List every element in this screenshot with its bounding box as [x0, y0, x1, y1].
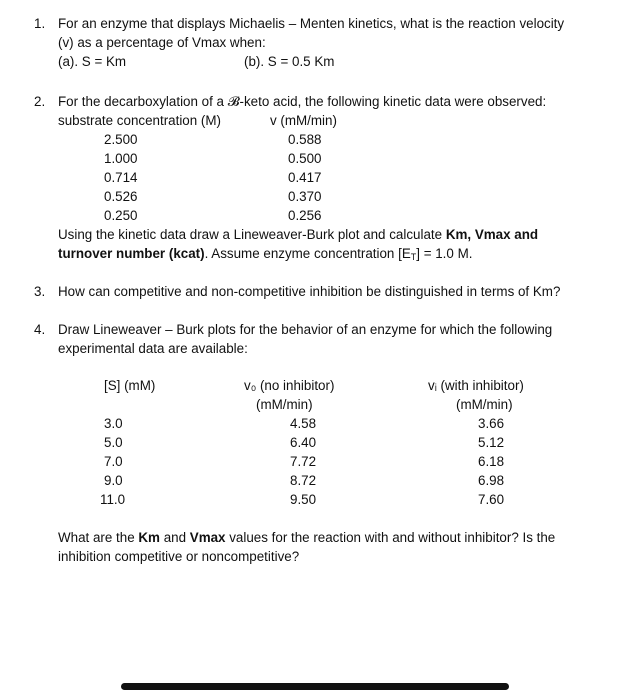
ask-text: values for the reaction with and without inhibitor? Is the	[225, 530, 556, 545]
instruction-line	[58, 225, 614, 244]
table-cell-vi: 5.12	[478, 435, 505, 450]
question-text-line: For the decarboxylation of a 𝓑-keto acid, the following kinetic data were observed:	[58, 94, 547, 109]
question-text-line: How can competitive and non-competitive inhibition be distinguished in terms of Km?	[58, 284, 561, 299]
table-cell-substrate: 0.526	[104, 189, 138, 204]
table-row	[58, 149, 614, 168]
question-4-ask	[58, 528, 618, 566]
column-header-v0-unit: (mM/min)	[256, 397, 313, 412]
column-header-velocity: v (mM/min)	[270, 113, 337, 128]
column-header-v0: v₀ (no inhibitor)	[244, 378, 335, 393]
table-cell-vi: 3.66	[478, 416, 505, 431]
table-row	[0, 490, 634, 509]
table-cell-substrate: 0.714	[104, 170, 138, 185]
question-4	[34, 320, 614, 358]
instruction-line	[58, 244, 614, 267]
instruction-text: . Assume enzyme concentration [E	[204, 246, 411, 261]
column-header-vi-unit: (mM/min)	[456, 397, 513, 412]
ask-text: and	[159, 530, 190, 545]
table-cell-substrate: 5.0	[104, 435, 123, 450]
question-1	[34, 14, 614, 71]
table-cell-v0: 4.58	[290, 416, 317, 431]
table-cell-velocity: 0.588	[288, 132, 322, 147]
column-header-substrate: substrate concentration (M)	[58, 113, 221, 128]
home-indicator[interactable]	[121, 683, 509, 690]
part-a: (a). S = Km	[58, 54, 127, 69]
table-cell-velocity: 0.256	[288, 208, 322, 223]
table-cell-substrate: 11.0	[100, 492, 126, 507]
table-cell-v0: 7.72	[290, 454, 317, 469]
ask-text: What are the	[58, 530, 139, 545]
table-cell-substrate: 2.500	[104, 132, 138, 147]
table-cell-substrate: 1.000	[104, 151, 138, 166]
table-cell-v0: 8.72	[290, 473, 317, 488]
instruction-bold: Km, Vmax and	[445, 227, 539, 242]
table-row	[58, 130, 614, 149]
ask-bold: Vmax	[189, 530, 226, 545]
table-row	[58, 187, 614, 206]
question-text-line: (v) as a percentage of Vmax when:	[58, 35, 266, 50]
instruction-bold: turnover number (kcat)	[58, 246, 205, 261]
table-cell-vi: 7.60	[478, 492, 505, 507]
question-number: 3.	[34, 284, 46, 299]
inhibition-table	[0, 414, 634, 509]
question-number: 1.	[34, 16, 46, 31]
table-cell-velocity: 0.500	[288, 151, 322, 166]
table-cell-vi: 6.98	[478, 473, 505, 488]
question-number: 4.	[34, 322, 46, 337]
table-cell-substrate: 9.0	[104, 473, 123, 488]
table-cell-vi: 6.18	[478, 454, 505, 469]
table-cell-substrate: 7.0	[104, 454, 123, 469]
question-text-line: For an enzyme that displays Michaelis – Menten kinetics, what is the reaction velocity	[58, 16, 565, 31]
table-row	[0, 414, 634, 433]
part-b: (b). S = 0.5 Km	[244, 54, 335, 69]
question-text-line: inhibition competitive or noncompetitive?	[58, 549, 300, 564]
question-3	[34, 282, 614, 301]
instruction-text: ] = 1.0 M.	[416, 246, 473, 261]
subscript: T	[410, 252, 417, 262]
table-row	[58, 206, 614, 225]
question-text-line: Draw Lineweaver – Burk plots for the behavior of an enzyme for which the following	[58, 322, 553, 337]
kinetic-table	[58, 130, 614, 225]
table-cell-substrate: 0.250	[104, 208, 138, 223]
table-row	[58, 168, 614, 187]
column-header-vi: vᵢ (with inhibitor)	[428, 378, 524, 393]
table-cell-substrate: 3.0	[104, 416, 123, 431]
table-header	[58, 111, 614, 130]
table-cell-velocity: 0.417	[288, 170, 322, 185]
table-row	[0, 452, 634, 471]
table-cell-v0: 9.50	[290, 492, 317, 507]
instruction-text: Using the kinetic data draw a Lineweaver-Burk plot and calculate	[58, 227, 446, 242]
question-2	[34, 92, 614, 267]
table-cell-velocity: 0.370	[288, 189, 322, 204]
question-text-line	[58, 528, 618, 547]
column-header-substrate: [S] (mM)	[104, 378, 156, 393]
question-number: 2.	[34, 94, 46, 109]
table-row	[0, 471, 634, 490]
table-cell-v0: 6.40	[290, 435, 317, 450]
table-row	[0, 433, 634, 452]
question-text-line: experimental data are available:	[58, 341, 248, 356]
ask-bold: Km	[138, 530, 160, 545]
